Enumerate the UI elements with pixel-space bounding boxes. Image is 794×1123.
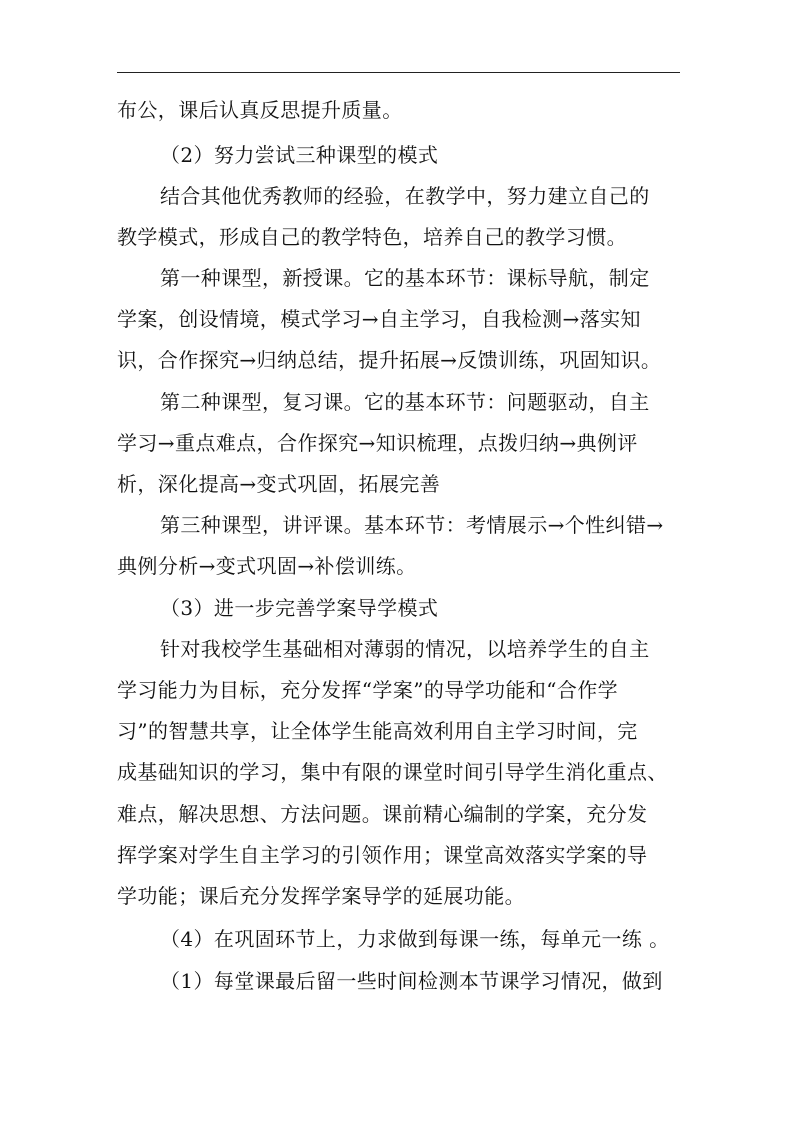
header-rule: [117, 72, 680, 73]
text-line: 难点，解决思想、方法问题。课前精心编制的学案，充分发: [117, 802, 648, 826]
paragraph-first-line: 针对我校学生基础相对薄弱的情况，以培养学生的自主: [160, 637, 650, 661]
text-line: 学案，创设情境，模式学习→自主学习，自我检测→落实知: [117, 307, 641, 331]
text-line: 典例分析→变式巩固→补偿训练。: [117, 554, 417, 578]
paragraph-first-line: 结合其他优秀教师的经验，在教学中，努力建立自己的: [160, 184, 650, 208]
text-line: 教学模式，形成自己的教学特色，培养自己的教学习惯。: [117, 225, 627, 249]
paragraph-first-line: 第二种课型，复习课。它的基本环节：问题驱动，自主: [160, 390, 650, 414]
paragraph-first-line: （1）每堂课最后留一些时间检测本节课学习情况，做到: [160, 969, 663, 993]
section-heading: （2）努力尝试三种课型的模式: [160, 143, 439, 167]
text-line: 学习→重点难点，合作探究→知识梳理，点拨归纳→典例评: [117, 431, 638, 455]
text-line: 学功能；课后充分发挥学案导学的延展功能。: [117, 884, 525, 908]
section-heading: （3）进一步完善学案导学模式: [160, 596, 439, 620]
text-line: 识，合作探究→归纳总结，提升拓展→反馈训练，巩固知识。: [117, 348, 662, 372]
text-line: 习”的智慧共享，让全体学生能高效利用自主学习时间，完: [117, 719, 638, 743]
text-line: 成基础知识的学习，集中有限的课堂时间引导学生消化重点、: [117, 760, 668, 784]
paragraph-first-line: 第一种课型，新授课。它的基本环节：课标导航，制定: [160, 266, 650, 290]
text-line: 布公，课后认真反思提升质量。: [117, 98, 403, 122]
text-line: 析，深化提高→变式巩固，拓展完善: [117, 472, 441, 496]
text-line: 学习能力为目标，充分发挥“学案”的导学功能和“合作学: [117, 678, 619, 702]
text-line: 挥学案对学生自主学习的引领作用；课堂高效落实学案的导: [117, 843, 648, 867]
paragraph-first-line: 第三种课型，讲评课。基本环节：考情展示→个性纠错→: [160, 513, 664, 537]
section-heading: （4）在巩固环节上，力求做到每课一练，每单元一练 。: [160, 927, 670, 951]
